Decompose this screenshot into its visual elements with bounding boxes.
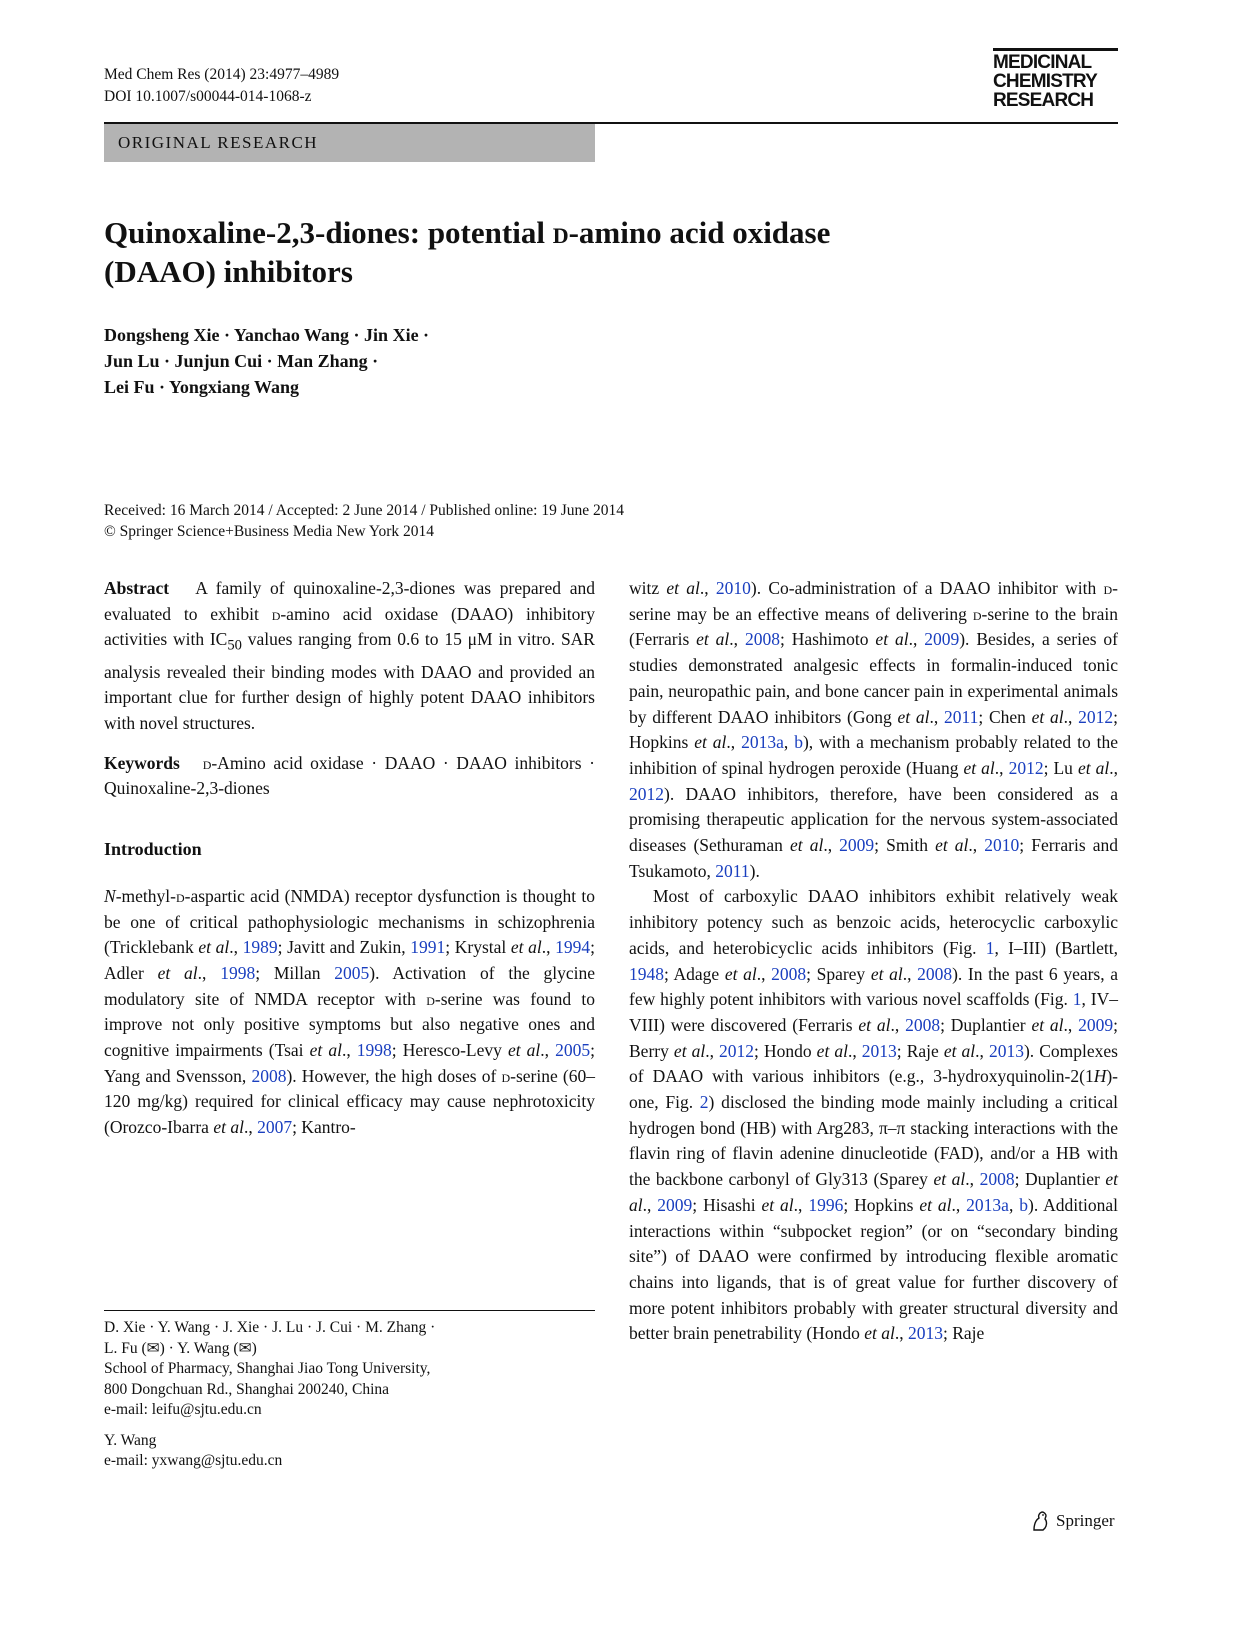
keywords-heading: Keywords: [104, 752, 180, 773]
author-list: [104, 322, 429, 400]
citation-link[interactable]: 2011: [715, 860, 750, 881]
citation-link[interactable]: 2007: [257, 1117, 293, 1138]
citation-link[interactable]: b: [1019, 1194, 1028, 1215]
footnote-authors: D. Xie · Y. Wang · J. Xie · J. Lu · J. Cui · M. Zhang ·: [104, 1319, 436, 1336]
springer-horse-icon: [1030, 1510, 1050, 1532]
citation-link[interactable]: 2008: [771, 963, 807, 984]
second-paragraph: Most of carboxylic DAAO inhibitors exhibit relatively weak inhibitory potency such as benzoic acids, heterocyclic carboxylic acids, and heterobicyclic acids inhibitors (Fig. 1, I–III) (Bartlett, 1948; Adage et al., 2008; Sparey et al., 2008). In the past 6 years, a few highly potent inhibitors with various novel scaffolds (Fig. 1, IV–VIII) were discovered (Ferraris et al., 2008; Duplantier et al., 2009; Berry et al., 2012; Hondo et al., 2013; Raje et al., 2013). Complexes of DAAO with various inhibitors (e.g., 3-hydroxyquinolin-2(1H)-one, Fig. 2) disclosed the binding mode mainly including a critical hydrogen bond (HB) with Arg283, π–π stacking interactions with the flavin ring of flavin adenine dinucleotide (FAD), and/or a HB with the backbone carbonyl of Gly313 (Sparey et al., 2008; Duplantier et al., 2009; Hisashi et al., 1996; Hopkins et al., 2013a, b). Additional interactions within “subpocket region” (or on “secondary binding site”) of DAAO were confirmed by introducing flexible aromatic chains into ligands, that is of great value for further discovery of more potent inhibitors probably with greater structural diversity and better brain penetrability (Hondo et al., 2013; Raje: [629, 886, 1119, 1344]
figure-link[interactable]: 2: [699, 1092, 709, 1113]
authors-line-1: Dongsheng Xie · Yanchao Wang · Jin Xie ·: [104, 325, 430, 345]
address: 800 Dongchuan Rd., Shanghai 200240, China: [104, 1380, 390, 1398]
section-label: ORIGINAL RESEARCH: [118, 133, 319, 152]
authors-line-3: Lei Fu · Yongxiang Wang: [104, 377, 300, 397]
journal-logo: [993, 48, 1118, 110]
left-column: [104, 576, 595, 1141]
keywords: Keywords d-Amino acid oxidase · DAAO · DAAO inhibitors · Quinoxaline-2,3-diones: [104, 752, 596, 799]
citation-link[interactable]: 2009: [839, 835, 875, 856]
second-corresponding-author: Y. Wang: [104, 1431, 157, 1449]
email-fu[interactable]: e-mail: leifu@sjtu.edu.cn: [104, 1401, 262, 1418]
author-affiliation-footnote: [104, 1318, 595, 1472]
introduction-paragraph-continued: witz et al., 2010). Co-administration of a DAAO inhibitor with d-serine may be an effective means of delivering d-serine to the brain (Ferraris et al., 2008; Hashimoto et al., 2009). Besides, a series of studies demonstrated analgesic effects in formalin-induced tonic pain, neuropathic pain, and bone cancer pain in experimental animals by different DAAO inhibitors (Gong et al., 2011; Chen et al., 2012; Hopkins et al., 2013a, b), with a mechanism probably related to the inhibition of spinal hydrogen peroxide (Huang et al., 2012; Lu et al., 2012). DAAO inhibitors, therefore, have been considered as a promising therapeutic application for the nervous system-associated diseases (Sethuraman et al., 2009; Smith et al., 2010; Ferraris and Tsukamoto, 2011).: [629, 578, 1119, 881]
authors-line-2: Jun Lu · Junjun Cui · Man Zhang ·: [104, 351, 379, 371]
email-wang[interactable]: e-mail: yxwang@sjtu.edu.cn: [104, 1452, 283, 1469]
title-line-2: (DAAO) inhibitors: [104, 254, 353, 289]
doi: DOI 10.1007/s00044-014-1068-z: [104, 88, 312, 105]
figure-link[interactable]: 1: [1072, 989, 1082, 1010]
citation-link[interactable]: 2013a: [966, 1194, 1009, 1215]
section-banner: [104, 124, 595, 162]
citation-link[interactable]: 2012: [719, 1040, 755, 1061]
citation-link[interactable]: b: [794, 732, 803, 753]
citation-link[interactable]: 2012: [1008, 757, 1044, 778]
publication-dates: [104, 500, 624, 542]
logo-line-1: MEDICINAL: [993, 52, 1092, 73]
footnote-rule: [104, 1310, 595, 1311]
journal-citation: Med Chem Res (2014) 23:4977–4989: [104, 66, 340, 83]
citation-link[interactable]: 1948: [629, 963, 664, 984]
citation-link[interactable]: 2008: [979, 1169, 1015, 1190]
citation-link[interactable]: 2013a: [741, 732, 784, 753]
citation-link[interactable]: 2009: [1078, 1014, 1114, 1035]
citation-link[interactable]: 2009: [924, 629, 960, 650]
publisher-name: Springer: [1056, 1511, 1115, 1530]
publisher-footer: [1030, 1510, 1115, 1532]
citation-link[interactable]: 2011: [943, 706, 979, 727]
citation-link[interactable]: 2012: [629, 783, 664, 804]
citation-link[interactable]: 1994: [555, 937, 591, 958]
citation-link[interactable]: 1989: [242, 937, 278, 958]
citation-link[interactable]: 1991: [410, 937, 446, 958]
copyright: © Springer Science+Business Media New York 2014: [104, 523, 435, 540]
figure-link[interactable]: 1: [985, 937, 995, 958]
citation-link[interactable]: 2012: [1078, 706, 1114, 727]
citation-link[interactable]: 2008: [744, 629, 780, 650]
citation-link[interactable]: 1996: [808, 1194, 844, 1215]
citation-link[interactable]: 2005: [334, 962, 370, 983]
citation-link[interactable]: 2005: [555, 1040, 591, 1061]
citation-link[interactable]: 2013: [907, 1323, 943, 1344]
citation-link[interactable]: 2008: [917, 963, 953, 984]
article-title: Quinoxaline-2,3-diones: potential d-amino acid oxidase (DAAO) inhibitors: [104, 213, 1004, 291]
received-accepted-published: Received: 16 March 2014 / Accepted: 2 June 2014 / Published online: 19 June 2014: [104, 502, 625, 519]
citation-link[interactable]: 2008: [905, 1014, 941, 1035]
citation-link[interactable]: 2008: [251, 1065, 287, 1086]
logo-line-3: RESEARCH: [993, 90, 1094, 111]
citation-link[interactable]: 2009: [657, 1194, 693, 1215]
right-column: [629, 576, 1118, 1347]
logo-line-2: CHEMISTRY: [993, 71, 1097, 92]
citation-link[interactable]: 2010: [715, 578, 751, 598]
citation-link[interactable]: 2013: [861, 1040, 897, 1061]
abstract: Abstract A family of quinoxaline-2,3-diones was prepared and evaluated to exhibit d-amino acid oxidase (DAAO) inhibitory activities with $IC_{50}$ values ranging from 0.6 to 15 μM in vitro. SAR analysis revealed their binding modes with DAAO and provided an important clue for further design of highly potent DAAO inhibitors with novel structures.: [104, 578, 595, 734]
logo-bar: [993, 48, 1118, 51]
citation-link[interactable]: 2013: [988, 1040, 1024, 1061]
affiliation: School of Pharmacy, Shanghai Jiao Tong University,: [104, 1360, 431, 1377]
introduction-paragraph: N-methyl-d-aspartic acid (NMDA) receptor dysfunction is thought to be one of critical pathophysiologic mechanisms in schizophrenia (Tricklebank et al., 1989; Javitt and Zukin, 1991; Krystal et al., 1994; Adler et al., 1998; Millan 2005). Activation of the glycine modulatory site of NMDA receptor with d-serine was found to improve not only positive symptoms but also negative ones and cognitive impairments (Tsai et al., 1998; Heresco-Levy et al., 2005; Yang and Svensson, 2008). However, the high doses of d-serine (60–120 mg/kg) required for clinical efficacy may cause nephrotoxicity (Orozco-Ibarra et al., 2007; Kantro-: [104, 885, 596, 1138]
corresponding-authors: L. Fu (✉) · Y. Wang (✉): [104, 1339, 257, 1357]
introduction-heading: Introduction: [104, 839, 202, 860]
citation-link[interactable]: 1998: [356, 1040, 392, 1061]
citation-link[interactable]: 1998: [220, 962, 256, 983]
citation-link[interactable]: 2010: [984, 835, 1020, 856]
abstract-heading: Abstract: [104, 578, 170, 598]
journal-reference: [104, 64, 339, 108]
